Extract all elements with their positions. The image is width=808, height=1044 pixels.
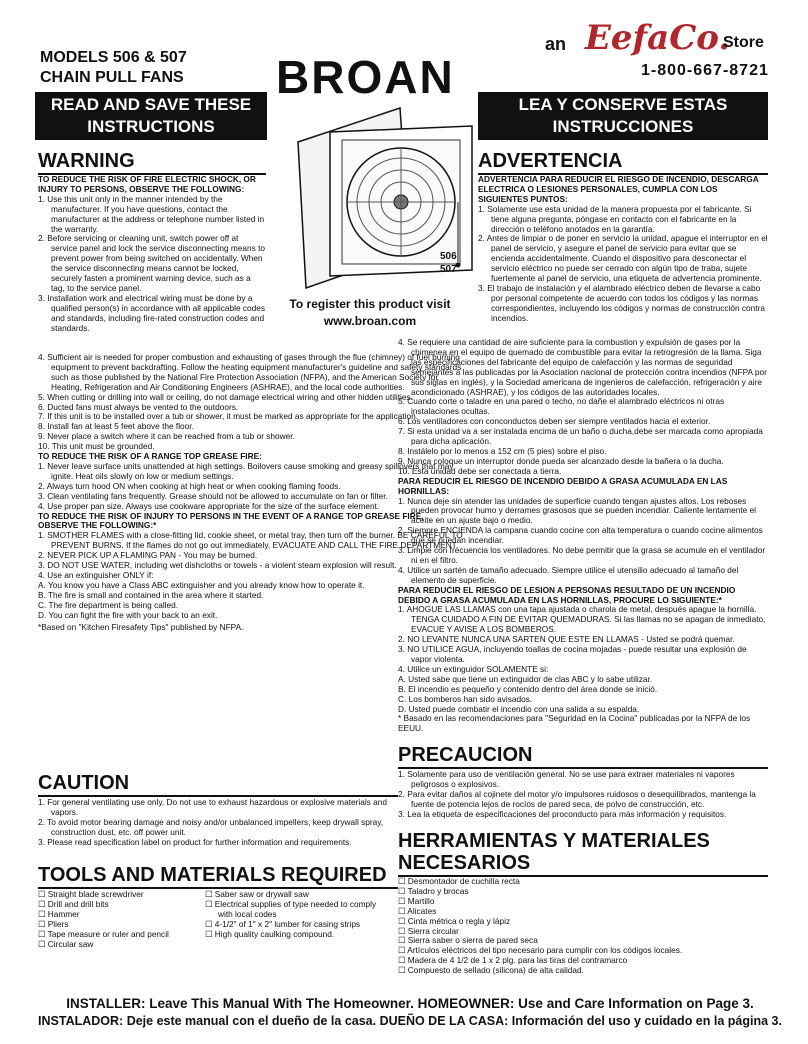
tools-heading: TOOLS AND MATERIALS REQUIRED: [38, 864, 398, 889]
list-item: 3. Limpie con frecuencia los ventiladores. No debe permitir que la grasa se acumule en el ventilador ni en el filtro.: [398, 545, 766, 565]
list-item: 4. Utilice un extinguidor SOLAMENTE si:: [398, 663, 549, 674]
es-banner-line2: INSTRUCCIONES: [552, 117, 694, 136]
list-item: 8. Install fan at least 5 feet above the floor.: [38, 421, 194, 432]
list-item: 2. Siempre ENCIENDA la campana cuando cocine con alta temperatura o cuando cocine alimentos que se puedan incendiar.: [398, 525, 763, 546]
list-item: ☐ Compuesto de sellado (silicona) de alta calidad.: [398, 966, 768, 976]
en-caution-list: [38, 798, 398, 848]
list-item: 2. Antes de limpiar o de poner en servicio la unidad, apague el interruptor en el panel de servicio, y asegure el panel de servicio para evitar que se encienda accidentalmente. Cuando el dispositivo para desconectar el servicio eléctrico no puede ser cerrado con algún tipo de traba, sujete fuertemente al panel de servicio, una etiqueta de advertencia prominente.: [478, 233, 768, 284]
list-item: 4. Use an extinguisher ONLY if:: [38, 569, 154, 580]
list-item: ☐ Drill and drill bits: [38, 900, 203, 910]
list-item: ☐ Madera de 4 1/2 de 1 x 2 plg. para las tiras del contramarco: [398, 956, 768, 966]
precaucion-heading: PRECAUCION: [398, 744, 768, 769]
list-item: ☐ Pliers: [38, 920, 203, 930]
register-url[interactable]: www.broan.com: [323, 314, 417, 328]
caution-heading: CAUTION: [38, 772, 398, 797]
list-item: ☐ Cinta métrica o regla y lápiz: [398, 917, 768, 927]
list-item: ☐ Straight blade screwdriver: [38, 890, 203, 900]
list-item: 1. AHOGUE LAS LLAMAS con una tapa ajustada o charola de metal, después apague la hornilla. TENGA CUIDADO A FIN DE EVITAR QUEMADURAS. Si las llamas no se apagan de inmediato, EVACUE Y AVISE A LOS BOMBEROS.: [398, 604, 766, 635]
list-item: 3. El trabajo de instalación y el alambrado eléctrico deben de llevarse a cabo por personal competente de acuerdo con todos los códigos y las normas correspondientes, incluyendo los códigos y normas de construcción contra incendios.: [478, 282, 765, 323]
list-item: 1. Never leave surface units unattended at high settings. Boilovers cause smoking and greasy spillovers that may ignite. Heat oils slowly on low or medium settings.: [38, 460, 454, 481]
list-item: B. The fire is small and contained in the area where it started.: [38, 589, 264, 600]
list-item: 1. Solamente use esta unidad de la manera propuesta por el fabricante. Si tiene alguna pregunta, póngase en contacto con el fabricante en la dirección o teléfono anotados en la garantía.: [478, 203, 752, 234]
list-item: ☐ 4-1/2" of 1" x 2" lumber for casing strips: [205, 920, 390, 930]
footer-spanish: INSTALADOR: Deje este manual con el dueño de la casa. DUEÑO DE LA CASA: Información del uso y cuidado en la página 3.: [38, 1014, 782, 1028]
footer-english: INSTALLER: Leave This Manual With The Homeowner. HOMEOWNER: Use and Care Information on Page 3.: [66, 996, 754, 1011]
en-warning-lead: TO REDUCE THE RISK OF FIRE ELECTRIC SHOCK, OR INJURY TO PERSONS, OBSERVE THE FOLLOWING:: [38, 174, 256, 194]
list-item: 2. NO LEVANTE NUNCA UNA SARTEN QUE ESTE EN LLAMAS - Usted se podrá quemar.: [398, 634, 735, 645]
list-item: 2. Always turn hood ON when cooking at high heat or when cooking flaming foods.: [38, 480, 341, 491]
en-banner-line1: READ AND SAVE THESE: [50, 95, 252, 114]
list-item: 3. Lea la etiqueta de especificaciones del proconducto para más información y requisitos.: [398, 808, 727, 819]
list-item: ☐ Desmontador de cuchilla recta: [398, 877, 768, 887]
en-warning-list: [38, 195, 266, 334]
list-item: 3. DO NOT USE WATER, including wet dishcloths or towels - a violent steam explosion will result.: [38, 560, 397, 571]
list-item: 6. Los ventiladores con conconductos deben ser siempre ventilados hacia el exterior.: [398, 416, 711, 427]
register-note: [272, 296, 468, 330]
en-footnote: *Based on "Kitchen Firesafety Tips" published by NFPA.: [38, 622, 244, 633]
list-item: ☐ Electrical supplies of type needed to comply with local codes: [205, 900, 390, 920]
advertencia-heading: ADVERTENCIA: [478, 150, 768, 175]
list-item: 3. Installation work and electrical wiring must be done by a qualified person(s) in accordance with all applicable codes and standards, including fire-rated construction codes and standards.: [38, 292, 265, 333]
en-grease-lead: TO REDUCE THE RISK OF A RANGE TOP GREASE FIRE:: [38, 451, 262, 462]
store-badge: [545, 18, 785, 88]
list-item: 3. NO UTILICE AGUA, incluyendo toallas de cocina mojadas - puede resultar una explosión de vapor violenta.: [398, 644, 747, 664]
list-item: 7. If this unit is to be installed over a tub or shower, it must be marked as appropriate for the application.: [38, 411, 419, 422]
models-heading: [40, 48, 187, 88]
es-caution-list: [398, 770, 768, 820]
es-injury-lead: PARA REDUCIR EL RIESGO DE LESION A PERSONAS RESULTADO DE UN INCENDIO DEBIDO A GRASA ACUMULADA EN LAS HORNILLAS, PROCURE LO SIGUIENTE:*: [398, 584, 736, 605]
model-label-506: 506: [440, 251, 457, 262]
list-item: 4. Use proper pan size. Always use cookware appropriate for the size of the surface element.: [38, 500, 380, 511]
herramientas-line2: NECESARIOS: [398, 852, 531, 874]
en-caution-section: [38, 798, 398, 848]
es-footnote: * Basado en las recomendaciones para "Seguridad en la Cocina" publicadas por la NFPA de los EEUU.: [398, 713, 751, 734]
es-warning-lead: ADVERTENCIA PARA REDUCIR EL RIESGO DE INCENDIO, DESCARGA ELECTRICA O LESIONES PERSONALES, CUMPLA CON LOS SIGUIENTES PUNTOS:: [478, 174, 759, 204]
list-item: 10. This unit must be grounded.: [38, 441, 155, 452]
list-item: 1. For general ventilating use only. Do not use to exhaust hazardous or explosive materials and vapors.: [38, 797, 387, 817]
es-grease-list: [398, 497, 768, 586]
list-item: 1. SMOTHER FLAMES with a close-fitting lid, cookie sheet, or metal tray, then turn off the burner. BE CAREFUL TO PREVENT BURNS. If the flames do not go out immediately, EVACUATE AND CALL THE FIRE DEPARTMENT.: [38, 530, 463, 551]
es-grease-lead: PARA REDUCIR EL RIESGO DE INCENDIO DEBIDO A GRASA ACUMULADA EN LAS HORNILLAS:: [398, 475, 728, 496]
es-warning-section: [478, 175, 768, 324]
es-banner-line1: LEA Y CONSERVE ESTAS: [518, 95, 728, 114]
fan-type-line: CHAIN PULL FANS: [40, 69, 184, 86]
list-item: ☐ Tape measure or ruler and pencil: [38, 930, 203, 940]
list-item: 2. To avoid motor bearing damage and noisy and/or unbalanced impellers, keep drywall spray, construction dust, etc. off power unit.: [38, 816, 384, 837]
en-injury-lead: TO REDUCE THE RISK OF INJURY TO PERSONS IN THE EVENT OF A RANGE TOP GREASE FIRE, OBSERVE THE FOLLOWING:*: [38, 510, 424, 531]
es-caution-section: [398, 770, 768, 820]
es-warning-section-wide: [398, 338, 768, 734]
list-item: 5. When cutting or drilling into wall or ceiling, do not damage electrical wiring and other hidden utilities.: [38, 391, 413, 402]
list-item: D. Usted puede combatir el incendio con una salida a su espalda.: [398, 703, 640, 714]
list-item: 3. Clean ventilating fans frequently. Grease should not be allowed to accumulate on fan or filter.: [38, 490, 388, 501]
list-item: ☐ Martillo: [398, 897, 768, 907]
warning-heading: WARNING: [38, 150, 266, 175]
es-injury-list: [398, 605, 768, 714]
herramientas-line1: HERRAMIENTAS Y MATERIALES: [398, 830, 710, 852]
list-item: 9. Never place a switch where it can be reached from a tub or shower.: [38, 431, 295, 442]
herramientas-heading: [398, 830, 768, 877]
model-label-507: 507: [440, 264, 457, 275]
list-item: ☐ Hammer: [38, 910, 203, 920]
list-item: ☐ High quality caulking compound.: [205, 930, 390, 940]
list-item: 10. Esta unidad debe ser conectada a tierra.: [398, 465, 562, 476]
list-item: ☐ Saber saw or drywall saw: [205, 890, 390, 900]
es-banner: [478, 92, 768, 140]
list-item: ☐ Artículos eléctricos del tipo necesario para cumplir con los códigos locales.: [398, 946, 768, 956]
list-item: C. Los bomberos han sido avisados.: [398, 693, 533, 704]
list-item: 3. Please read specification label on product for further information and requirements.: [38, 836, 352, 847]
es-tools-list: [398, 877, 768, 976]
list-item: ☐ Taladro y brocas: [398, 887, 768, 897]
store-word: Store: [723, 34, 764, 51]
list-item: 5. Cuando corte o taladre en una pared o techo, no dañe el alambrado eléctricos ni otras instalaciones ocultas.: [398, 396, 725, 417]
store-name: EefaCo.: [585, 18, 731, 58]
list-item: 4. Se requiere una cantidad de aire suficiente para la combustion y expulsión de gases por la chimenea en el equipo de quemado de combustible para evitar la retrogresión de la llama. Siga las especificaciones del fabricante del equipo de calefacción y las normas de seguridad semejantes a las publicadas por la Asociation nacional de protección contra incendios (NFPA por sus siglas en inglés), y la Sociedad americana de ingenieros de calefacción, refrigeración y aire acondicionado (ASHRAE), y los códigos de las autoridades locales.: [398, 337, 767, 397]
store-an: an: [545, 34, 567, 54]
list-item: B. El incendio es pequeño y contenido dentro del área donde se inició.: [398, 683, 658, 694]
list-item: 9. Nunca coloque un interruptor donde pueda ser alcanzado desde la bañera o la ducha.: [398, 455, 724, 466]
list-item: C. The fire department is being called.: [38, 599, 179, 610]
broan-logo: [276, 50, 455, 104]
list-item: 6. Ducted fans must always be vented to the outdoors.: [38, 401, 239, 412]
en-tools-right: [205, 890, 390, 940]
list-item: A. Usted sabe que tiene un extinguidor de clas ABC y lo sabe utilizar.: [398, 673, 653, 684]
list-item: ☐ Sierra saber o sierra de pared seca: [398, 936, 768, 946]
list-item: 1. Solamente para uso de ventilación general. No se use para extraer materiales ni vapores peligrosos o explosivos.: [398, 769, 735, 789]
list-item: ☐ Alicates: [398, 907, 768, 917]
list-item: 8. Instálelo por lo menos a 152 cm (5 pies) sobre el piso.: [398, 445, 607, 456]
list-item: 1. Nunca deje sin atender las unidades de superficie cuando tengan ajustes altos. Los reboses pueden provocar humo y derrames grasosos que se pueden incendiar. Caliente lentamente el aceite en un ajuste bajo o medio.: [398, 495, 756, 526]
list-item: ☐ Sierra circular: [398, 927, 768, 937]
es-warning-list-cont: [398, 338, 768, 477]
models-line: MODELS 506 & 507: [40, 49, 187, 66]
en-warning-section: [38, 175, 266, 334]
list-item: ☐ Circular saw: [38, 940, 203, 950]
en-tools-left: [38, 890, 203, 949]
list-item: 4. Sufficient air is needed for proper combustion and exhausting of gases through the flue (chimney) of fuel burning equipment to prevent backdrafting. Follow the heating equipment manufacturer's guideline and safety standards such as those published by the National Fire Protection Association (NFPA), and the American Society for Heating, Refrigeration and Air Conditioning Engineers (ASHRAE), and the local code authorities.: [38, 352, 462, 392]
list-item: A. You know you have a Class ABC extinguisher and you already know how to operate it.: [38, 579, 365, 590]
list-item: 4. Utilice un sartén de tamaño adecuado. Siempre utilice el utensilio adecuado al tamaño del elemento de superficie.: [398, 564, 739, 585]
es-warning-list: [478, 205, 768, 324]
en-banner: [35, 92, 267, 140]
broan-logo-text: BROAN: [276, 51, 455, 103]
list-item: D. You can fight the fire with your back to an exit.: [38, 609, 218, 620]
list-item: 2. Before servicing or cleaning unit, switch power off at service panel and lock the service disconnecting means to prevent power from being switched on accidentally. When the service disconnecting means cannot be locked, securely fasten a prominent warning device, such as a tag, to the service panel.: [38, 233, 265, 293]
en-banner-line2: INSTRUCTIONS: [87, 117, 215, 136]
model-labels: [440, 250, 457, 276]
register-line: To register this product visit: [289, 297, 451, 311]
list-item: 7. Si esta unidad va a ser instalada encima de un baño o ducha,debe ser marcada como apropiada para dicha aplicación.: [398, 426, 763, 447]
list-item: 2. Para evitar daños al cojinete del motor y/o impulsores ruidosos o desequilibrados, mantenga la fuente de potencia lejos de rocíos de pared seca, de polvo de construcción, etc.: [398, 788, 756, 809]
list-item: 2. NEVER PICK UP A FLAMING PAN - You may be burned.: [38, 550, 258, 561]
list-item: 1. Use this unit only in the manner intended by the manufacturer. If you have questions, contact the manufacturer at the address or telephone number listed in the warranty.: [38, 193, 265, 234]
store-phone: 1-800-667-8721: [641, 62, 769, 79]
